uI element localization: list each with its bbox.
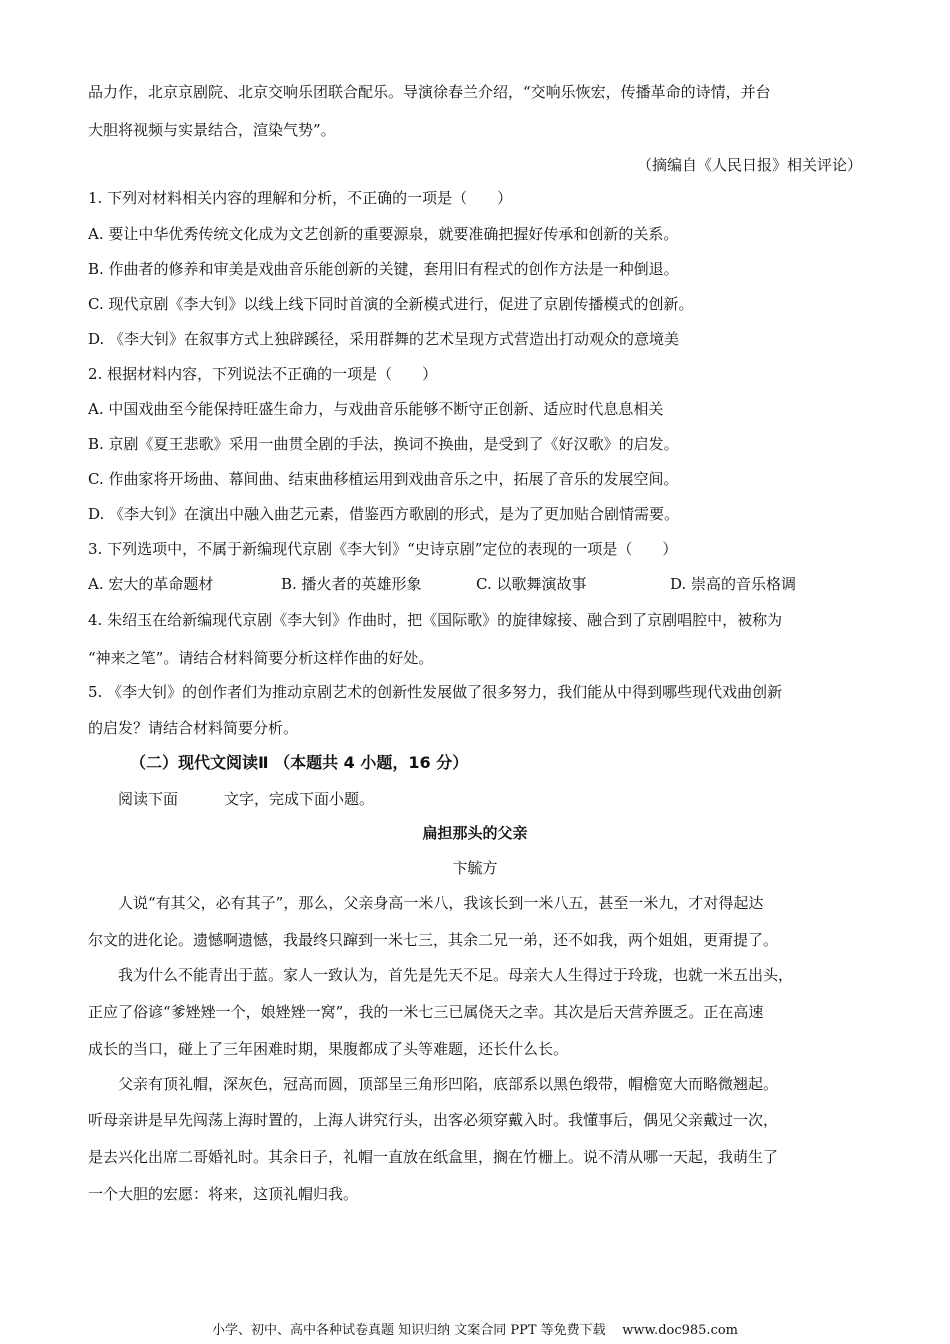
question-1-option-c: C. 现代京剧《李大钊》以线上线下同时首演的全新模式进行，促进了京剧传播模式的创新。 [88,295,694,313]
article-line: 成长的当口，碰上了三年困难时期，果腹都成了头等难题，还长什么长。 [88,1040,569,1058]
page-footer [0,1322,950,1340]
article-title: 扁担那头的父亲 [422,824,528,842]
instruction-part: 文字，完成下面小题。 [224,790,375,808]
question-1-option-b: B. 作曲者的修养和审美是戏曲音乐能创新的关键，套用旧有程式的创作方法是一种倒退。 [88,260,679,278]
question-1-option-d: D. 《李大钊》在叙事方式上独辟蹊径，采用群舞的艺术呈现方式营造出打动观众的意境美 [88,330,680,348]
passage-source: （摘编自《人民日报》相关评论） [636,156,862,174]
question-1-stem: 1. 下列对材料相关内容的理解和分析，不正确的一项是（ ） [88,189,513,207]
question-4-line: 4. 朱绍玉在给新编现代京剧《李大钊》作曲时，把《国际歌》的旋律嫁接、融合到了京剧唱腔中，被称为 [88,611,783,629]
question-3-option-b: B. 播火者的英雄形象 [281,575,422,593]
question-3-stem: 3. 下列选项中，不属于新编现代京剧《李大钊》“史诗京剧”定位的表现的一项是（ ） [88,540,678,558]
question-2-option-d: D. 《李大钊》在演出中融入曲艺元素，借鉴西方歌剧的形式，是为了更加贴合剧情需要。 [88,505,680,523]
article-author: 卞毓方 [452,859,498,877]
instruction-part: 阅读下面 [118,790,179,808]
article-line: 尔文的进化论。遗憾啊遗憾，我最终只蹿到一米七三，其余二兄一弟，还不如我，两个姐姐，更甭提了。 [88,931,779,949]
question-3-option-d: D. 崇高的音乐格调 [670,575,797,593]
question-2-option-b: B. 京剧《夏王悲歌》采用一曲贯全剧的手法，换词不换曲，是受到了《好汉歌》的启发。 [88,435,679,453]
question-5-line: 5. 《李大钊》的创作者们为推动京剧艺术的创新性发展做了很多努力，我们能从中得到哪些现代戏曲创新 [88,683,783,701]
passage-line: 品力作，北京京剧院、北京交响乐团联合配乐。导演徐春兰介绍，“交响乐恢宏，传播革命的诗情，并台 [88,83,771,101]
question-2-option-c: C. 作曲家将开场曲、幕间曲、结束曲移植运用到戏曲音乐之中，拓展了音乐的发展空间。 [88,470,679,488]
question-2-option-a: A. 中国戏曲至今能保持旺盛生命力，与戏曲音乐能够不断守正创新、适应时代息息相关 [88,400,664,418]
article-line: 人说“有其父，必有其子”，那么，父亲身高一米八，我该长到一米八五，甚至一米九，才对得起达 [118,894,764,912]
article-line: 父亲有顶礼帽，深灰色，冠高而圆，顶部呈三角形凹陷，底部系以黑色缎带，帽檐宽大而略微翘起。 [118,1075,779,1093]
question-3-option-a: A. 宏大的革命题材 [88,575,214,593]
section-heading: （二）现代文阅读Ⅱ （本题共 4 小题，16 分） [130,753,469,772]
footer-url[interactable]: www.doc985.com [622,1323,738,1338]
question-2-stem: 2. 根据材料内容，下列说法不正确的一项是（ ） [88,365,438,383]
article-line: 是去兴化出席二哥婚礼时。其余日子，礼帽一直放在纸盒里，搁在竹栅上。说不清从哪一天起，我萌生了 [88,1148,779,1166]
passage-line: 大胆将视频与实景结合，渲染气势”。 [88,121,336,139]
question-4-line: “神来之笔”。请结合材料简要分析这样作曲的好处。 [88,649,434,667]
article-line: 我为什么不能青出于蓝。家人一致认为，首先是先天不足。母亲大人生得过于玲珑，也就一米五出头， [118,966,794,984]
article-line: 一个大胆的宏愿：将来，这顶礼帽归我。 [88,1185,359,1203]
question-5-line: 的启发？请结合材料简要分析。 [88,719,299,737]
article-line: 听母亲讲是早先闯荡上海时置的，上海人讲究行头，出客必须穿戴入时。我懂事后，偶见父亲戴过一次， [88,1111,779,1129]
question-1-option-a: A. 要让中华优秀传统文化成为文艺创新的重要源泉，就要准确把握好传承和创新的关系。 [88,225,679,243]
question-3-option-c: C. 以歌舞演故事 [476,575,587,593]
article-line: 正应了俗谚“爹矬矬一个，娘矬矬一窝”，我的一米七三已属侥天之幸。其次是后天营养匮乏。正在高速 [88,1003,764,1021]
footer-text: 小学、初中、高中各种试卷真题 知识归纳 文案合同 PPT 等免费下载 [211,1323,606,1338]
section-instruction [118,789,374,809]
